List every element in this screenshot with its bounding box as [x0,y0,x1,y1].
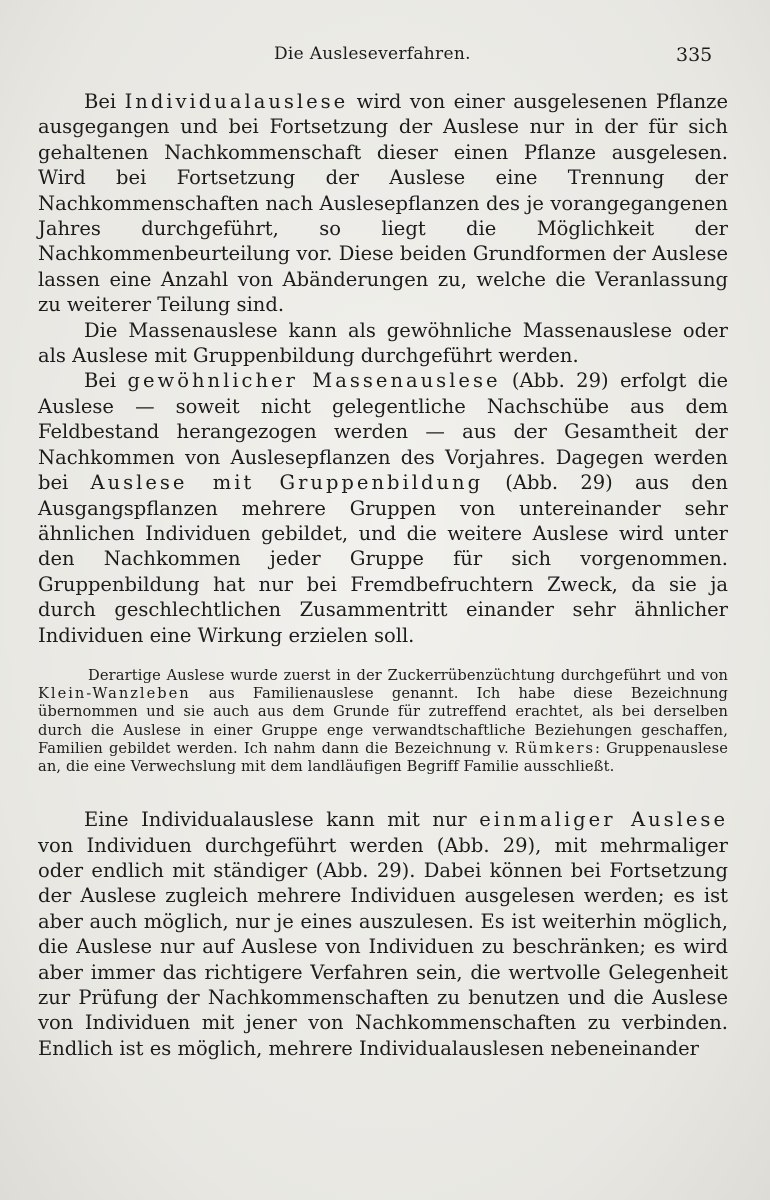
text-run: Bei [84,369,128,393]
paragraph-massenauslese [38,318,728,369]
text-run: wird von einer ausgelesenen Pflanze ausgegangen und bei Fortsetzung der Auslese nur in der für sich gehaltenen Nachkommenschaft dieser einen Pflanze ausgelesen. Wird bei Fortsetzung der Auslese eine Trennung der Nachkommenschaften nach Auslesepflanzen des je vorangegangenen Jahres durchgeführt, so liegt die Möglichkeit der Nachkommenbeurteilung vor. Diese beiden Grundformen der Auslese lassen eine Anzahl von Abänderungen zu, welche die Veranlassung zu weiterer Teilung sind. [38,90,729,317]
text-run: von Individuen durchgeführt werden (Abb. 29), mit mehrmaliger oder endlich mit ständiger (Abb. 29). Dabei können bei Fortsetzung der Auslese zugleich mehrere Individuen ausgelesen werden; es ist aber auch möglich, nur je eines auszulesen. Es ist weiterhin möglich, die Auslese nur auf Auslese von Individuen zu beschränken; es wird aber immer das richtigere Verfahren sein, die wertvolle Gelegenheit zur Prüfung der Nachkommenschaften zu benutzen und die Auslese von Individuen mit jener von Nachkommenschaften zu verbinden. Endlich ist es möglich, mehrere Individualauslesen nebeneinander [38,833,728,1060]
spaced-term: Rümkers [514,739,596,757]
text-run: Eine Individualauslese kann mit nur [84,808,480,832]
text-run: (Abb. 29) erfolgt die Auslese — soweit nicht gelegentliche Nachschübe aus dem Feldbestand herangezogen werden — aus der Gesamtheit der Nachkommen von Auslesepflanzen des Vorjahres. Dagegen werden bei [38,369,729,495]
paragraph-einmalige-auslese [38,807,728,1061]
spaced-term: Klein-Wanzleben [38,685,191,703]
body-text [38,89,728,1061]
spaced-term: Individualauslese [124,90,349,113]
page-header [0,44,770,70]
paragraph-individualauslese [38,89,728,318]
text-run: : Gruppenauslese an, die eine Verwechslung mit dem landläufigen Begriff Familie ausschließt. [38,739,728,775]
text-run: aus Familienauslese genannt. Ich habe diese Bezeichnung übernommen und sie auch aus dem Grunde für zutreffend erachtet, als bei derselben durch die Auslese in einer Gruppe enge verwandtschaftliche Beziehungen geschaffen, Familien gebildet werden. Ich nahm dann die Bezeichnung v. [38,685,728,757]
footnote-small-print [38,667,728,776]
text-run: Die Massenauslese kann als gewöhnliche Massenauslese oder als Auslese mit Gruppenbildung durchgeführt werden. [38,318,728,368]
spaced-term: gewöhnlicher Massenauslese [127,369,501,393]
page-number: 335 [676,44,713,66]
running-title: Die Ausleseverfahren. [274,44,471,64]
text-run: Derartige Auslese wurde zuerst in der Zuckerrübenzüchtung durchgeführt und von [88,666,728,684]
text-run: (Abb. 29) aus den Ausgangspflanzen mehrere Gruppen von untereinander sehr ähnlichen Individuen gebildet, und die weitere Auslese wird unter den Nachkommen jeder Gruppe für sich vorgenommen. Gruppenbildung hat nur bei Fremdbefruchtern Zweck, da sie ja durch geschlechtlichen Zusammentritt einander sehr ähnlicher Individuen eine Wirkung erzielen soll. [38,471,728,647]
text-run: Bei [84,90,125,113]
spaced-term: einmaliger Auslese [479,808,728,832]
spaced-term: Auslese mit Gruppenbildung [90,471,484,495]
paragraph-gewoehnliche-massenauslese [38,368,728,647]
